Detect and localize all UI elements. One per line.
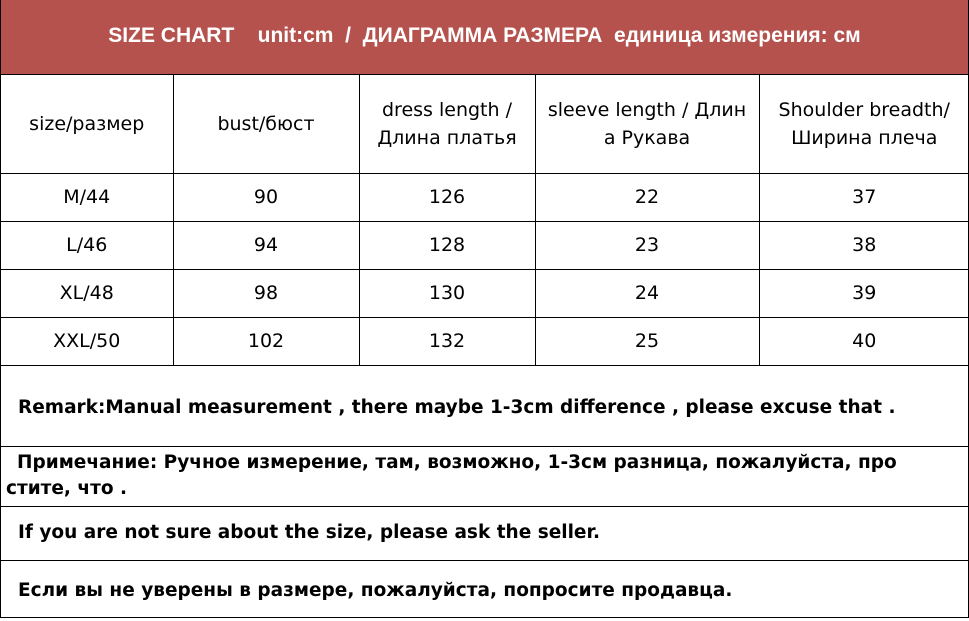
remark-measurement-en: Remark:Manual measurement , there maybe 1-3cm difference , please excuse that . [1, 366, 968, 447]
table-cell-size: M/44 [1, 173, 173, 221]
column-header-shoulder-breadth: Shoulder breadth/ Ширина плеча [759, 75, 969, 173]
remark-ask-seller-ru: Если вы не уверены в размере, пожалуйста, попросите продавца. [18, 579, 733, 601]
remark-ask-seller-en: If you are not sure about the size, please ask the seller. [1, 507, 968, 561]
table-cell-sleeve-length: 25 [535, 317, 759, 365]
remark-measurement-ru: Примечание: Ручное измерение, там, возможно, 1-3см разница, пожалуйста, про стите, что . [1, 447, 968, 507]
table-row [1, 317, 969, 365]
size-table [1, 75, 969, 366]
column-header-bust: bust/бюст [173, 75, 359, 173]
table-cell-shoulder-breadth: 39 [759, 269, 969, 317]
table-cell-bust: 90 [173, 173, 359, 221]
table-cell-sleeve-length: 23 [535, 221, 759, 269]
column-header-sleeve-length: sleeve length / Длин а Рукава [535, 75, 759, 173]
table-cell-sleeve-length: 22 [535, 173, 759, 221]
table-cell-size: L/46 [1, 221, 173, 269]
table-cell-bust: 102 [173, 317, 359, 365]
table-cell-size: XXL/50 [1, 317, 173, 365]
size-chart-title: SIZE CHART unit:cm / ДИАГРАММА РАЗМЕРА единица измерения: см [108, 24, 861, 47]
table-row [1, 173, 969, 221]
table-cell-dress-length: 128 [359, 221, 535, 269]
table-cell-sleeve-length: 24 [535, 269, 759, 317]
size-chart-header [1, 0, 968, 75]
table-cell-bust: 98 [173, 269, 359, 317]
table-cell-dress-length: 126 [359, 173, 535, 221]
table-cell-size: XL/48 [1, 269, 173, 317]
size-table-header-row [1, 75, 969, 173]
table-cell-shoulder-breadth: 40 [759, 317, 969, 365]
table-row [1, 269, 969, 317]
table-cell-shoulder-breadth: 37 [759, 173, 969, 221]
table-cell-bust: 94 [173, 221, 359, 269]
table-row [1, 221, 969, 269]
column-header-size: size/размер [1, 75, 173, 173]
table-cell-dress-length: 130 [359, 269, 535, 317]
table-cell-shoulder-breadth: 38 [759, 221, 969, 269]
column-header-dress-length: dress length / Длина платья [359, 75, 535, 173]
table-cell-dress-length: 132 [359, 317, 535, 365]
